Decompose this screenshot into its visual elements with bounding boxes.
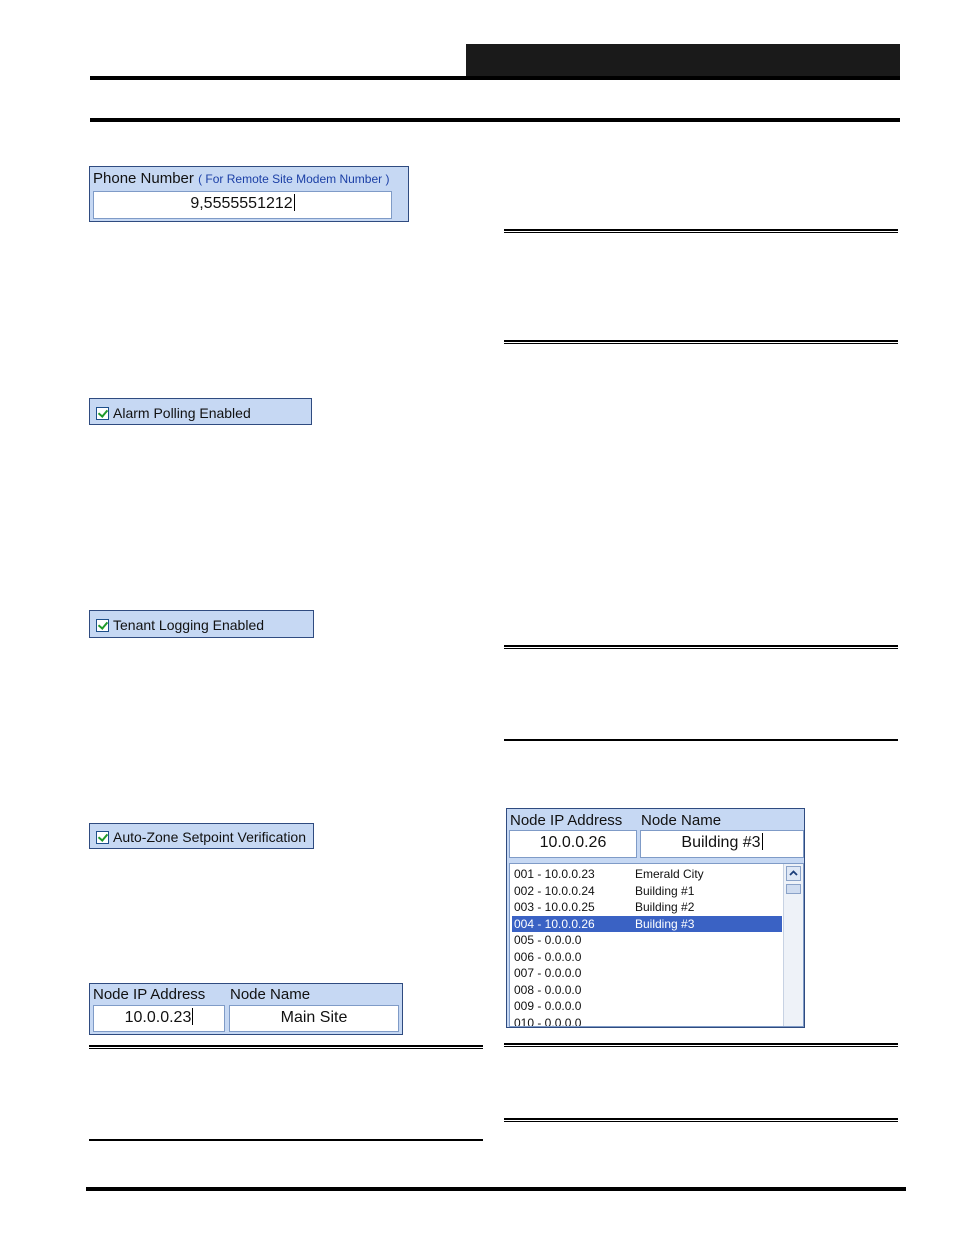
text-caret	[294, 194, 295, 211]
alarm-polling-checkbox-row[interactable]	[89, 398, 312, 425]
node-list-name-input[interactable]: Building #3	[640, 830, 804, 858]
list-item-name: Emerald City	[635, 867, 704, 881]
phone-number-hint: ( For Remote Site Modem Number )	[198, 172, 390, 186]
list-item[interactable]	[512, 1015, 782, 1028]
node-list-panel	[506, 808, 805, 1028]
section-rule	[504, 1043, 898, 1047]
text-caret	[762, 833, 763, 850]
checkmark-icon[interactable]	[96, 619, 109, 632]
node-list-ip-label: Node IP Address	[510, 812, 623, 829]
node-list-name-label: Node Name	[641, 812, 722, 829]
list-item[interactable]	[512, 998, 782, 1014]
section-rule	[504, 340, 898, 344]
phone-number-label: Phone Number ( For Remote Site Modem Number )	[93, 170, 390, 187]
section-rule	[504, 229, 898, 233]
section-rule	[504, 645, 898, 649]
auto-zone-checkbox-row[interactable]	[89, 823, 314, 849]
tenant-logging-checkbox-row[interactable]	[89, 610, 314, 638]
section-rule	[504, 1118, 898, 1122]
node-name-input[interactable]: Main Site	[229, 1005, 399, 1032]
list-item-id: 008 - 0.0.0.0	[514, 982, 582, 997]
list-item-id: 010 - 0.0.0.0	[514, 1015, 582, 1027]
alarm-polling-label: Alarm Polling Enabled	[113, 405, 251, 421]
scroll-thumb[interactable]	[786, 884, 801, 894]
list-item[interactable]	[512, 932, 782, 948]
list-item-id: 004 - 10.0.0.26	[514, 916, 595, 931]
list-item-id: 003 - 10.0.0.25	[514, 900, 595, 914]
node-name-label: Node Name	[230, 986, 311, 1003]
tenant-logging-label: Tenant Logging Enabled	[113, 617, 265, 633]
phone-number-panel	[89, 166, 409, 222]
list-item[interactable]	[512, 965, 782, 981]
list-item-id: 005 - 0.0.0.0	[514, 933, 582, 947]
list-item[interactable]	[512, 949, 782, 965]
node-listbox[interactable]	[509, 863, 804, 1027]
chevron-up-icon	[787, 867, 800, 880]
section-rule	[504, 739, 898, 741]
list-item-name: Building #2	[635, 900, 695, 914]
list-item-id: 001 - 10.0.0.23	[514, 867, 595, 881]
scrollbar[interactable]	[783, 864, 803, 1026]
list-item-id: 009 - 0.0.0.0	[514, 999, 582, 1013]
list-item-name: Building #1	[635, 883, 695, 898]
auto-zone-label: Auto-Zone Setpoint Verification	[113, 829, 307, 845]
node-list-ip-input[interactable]: 10.0.0.26	[509, 830, 637, 858]
node-ip-label: Node IP Address	[93, 986, 206, 1003]
list-item-id: 007 - 0.0.0.0	[514, 966, 582, 980]
list-item-id: 002 - 10.0.0.24	[514, 883, 595, 898]
list-item-id: 006 - 0.0.0.0	[514, 949, 582, 964]
list-item[interactable]	[512, 883, 782, 899]
list-item[interactable]	[512, 866, 782, 882]
header-rule	[90, 76, 900, 80]
header-bar	[466, 44, 900, 76]
section-rule	[89, 1139, 483, 1141]
footer-rule	[86, 1187, 906, 1191]
section-rule	[89, 1045, 483, 1049]
node-settings-panel	[89, 983, 403, 1035]
checkmark-icon[interactable]	[96, 831, 109, 844]
checkmark-icon[interactable]	[96, 407, 109, 420]
header-sub-rule	[90, 118, 900, 122]
phone-number-input[interactable]: 9,5555551212	[93, 191, 392, 219]
node-ip-input[interactable]: 10.0.0.23	[93, 1005, 225, 1032]
scroll-up-button[interactable]	[786, 866, 801, 881]
list-item[interactable]	[512, 982, 782, 998]
list-item[interactable]	[512, 916, 782, 932]
list-item[interactable]	[512, 899, 782, 915]
list-item-name: Building #3	[635, 916, 695, 931]
text-caret	[192, 1008, 193, 1025]
